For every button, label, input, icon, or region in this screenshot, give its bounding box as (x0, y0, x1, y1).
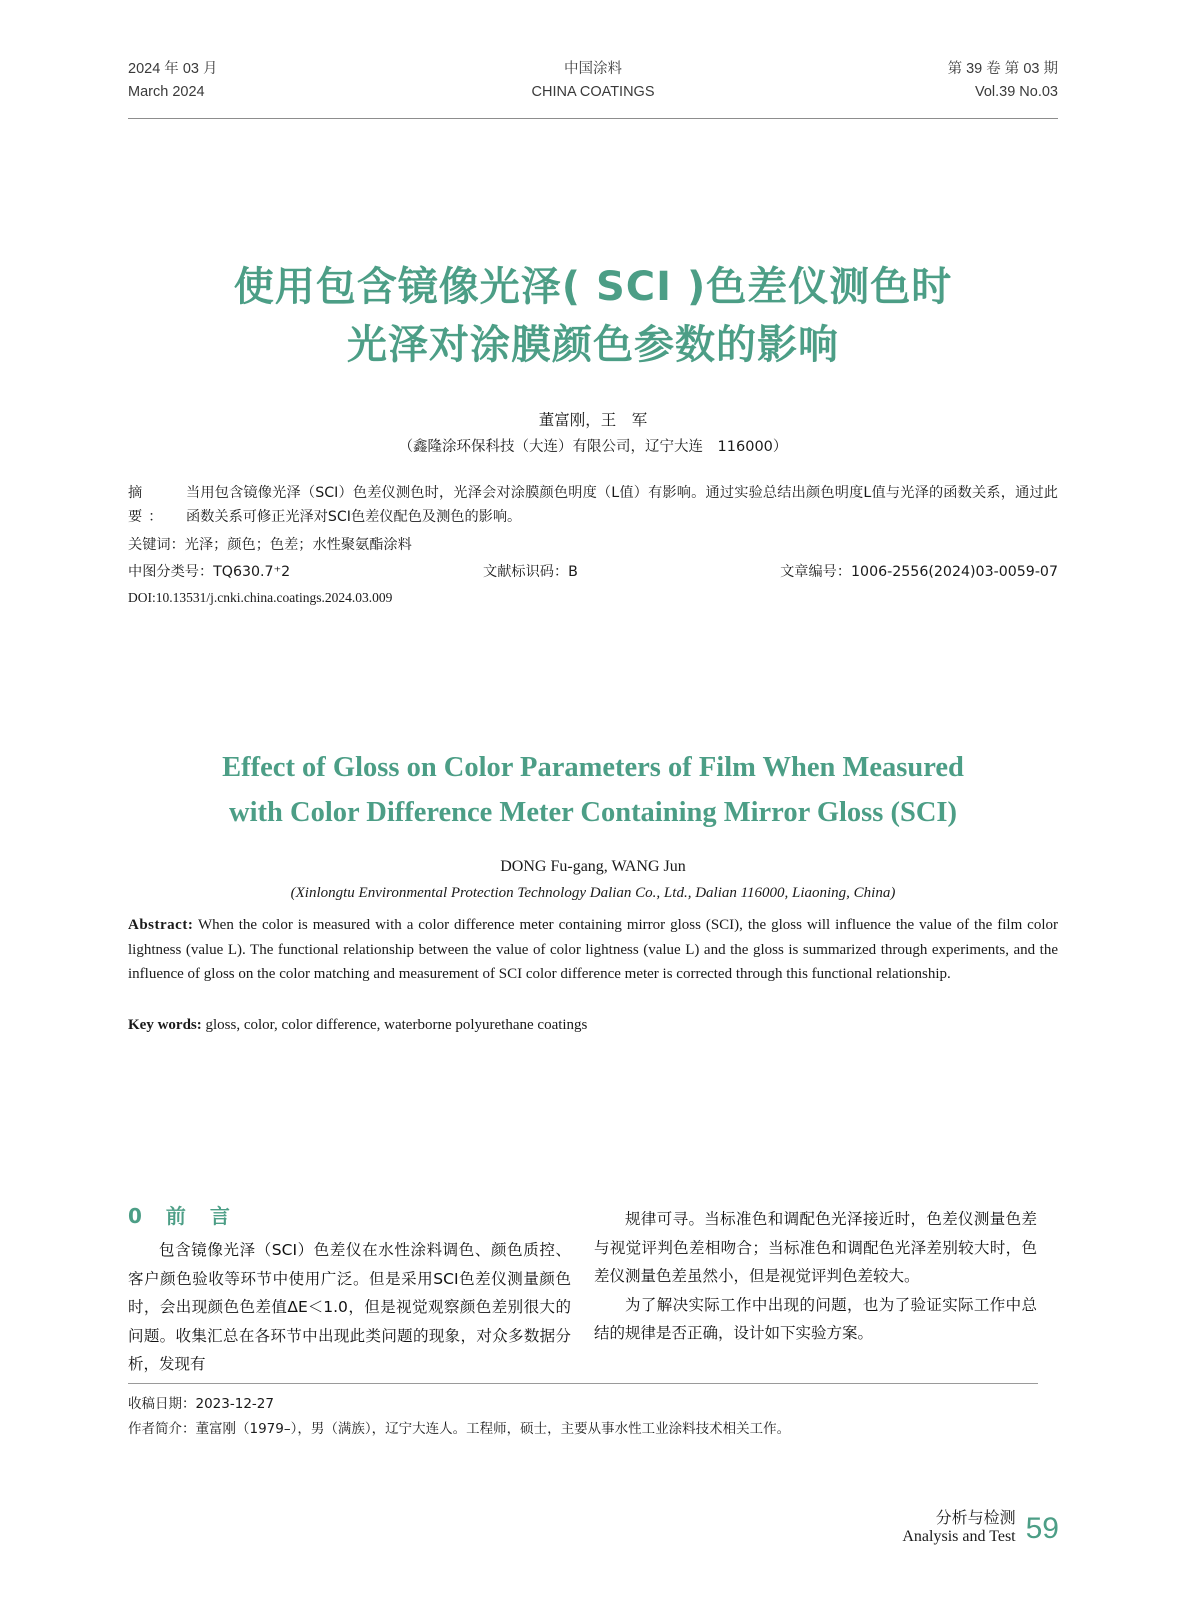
running-head-date-en: March 2024 (128, 84, 205, 100)
section-heading-intro: 0 前 言 (128, 1204, 232, 1228)
english-keywords-text: gloss, color, color difference, waterborne polyurethane coatings (205, 1017, 588, 1033)
english-keywords-label: Key words: (128, 1017, 202, 1033)
article-number: 文章编号：1006-2556(2024)03-0059-07 (780, 564, 1058, 580)
running-head-date-cn: 2024 年 03 月 (128, 61, 218, 77)
chinese-abstract (128, 481, 1058, 529)
journal-name-cn: 中国涂料 (564, 61, 622, 77)
footer-section-label-en: Analysis and Test (902, 1528, 1016, 1545)
footnote-block (128, 1392, 1058, 1442)
body-column-right (594, 1205, 1037, 1348)
english-authors: DONG Fu-gang, WANG Jun (500, 858, 686, 875)
running-head-divider (128, 118, 1058, 119)
footnote-divider (128, 1383, 1038, 1384)
running-head-volume-en: Vol.39 No.03 (974, 84, 1058, 100)
author-bio: 作者简介：董富刚（1979–），男（满族），辽宁大连人。工程师，硕士，主要从事水性工业涂料技术相关工作。 (128, 1421, 791, 1437)
body-column-left (128, 1236, 571, 1379)
page-footer (902, 1505, 1059, 1546)
english-keywords (128, 1013, 1058, 1037)
chinese-authors: 董富刚，王 军 (538, 411, 648, 429)
body-paragraph-left-1: 包含镜像光泽（SCI）色差仪在水性涂料调色、颜色质控、客户颜色验收等环节中使用广泛。但是采用SCI色差仪测量颜色时，会出现颜色色差值ΔE＜1.0，但是视觉观察颜色差别很大的问题。收集汇总在各环节中出现此类问题的现象，对众多数据分析，发现有 (128, 1241, 571, 1373)
body-paragraph-right-2: 为了解决实际工作中出现的问题，也为了验证实际工作中总结的规律是否正确，设计如下实验方案。 (594, 1295, 1037, 1342)
english-abstract-label: Abstract: (128, 917, 194, 933)
english-affiliation: (Xinlongtu Environmental Protection Technology Dalian Co., Ltd., Dalian 116000, Liaoning, China) (290, 885, 896, 901)
footer-section-label-cn: 分析与检测 (935, 1510, 1016, 1527)
running-head (128, 58, 1058, 114)
english-title-line2: with Color Difference Meter Containing Mirror Gloss (SCI) (229, 797, 957, 828)
document-code: 文献标识码：B (483, 564, 578, 580)
doi-text: DOI:10.13531/j.cnki.china.coatings.2024.03.009 (128, 590, 393, 605)
received-date: 收稿日期：2023-12-27 (128, 1396, 274, 1412)
running-head-volume-cn: 第 39 卷 第 03 期 (947, 61, 1058, 77)
chinese-affiliation: （鑫隆涂环保科技（大连）有限公司，辽宁大连 116000） (398, 439, 788, 455)
chinese-keywords: 关键词：光泽；颜色；色差；水性聚氨酯涂料 (128, 537, 412, 553)
journal-name-en: CHINA COATINGS (531, 84, 655, 100)
english-title-line1: Effect of Gloss on Color Parameters of Film When Measured (222, 752, 964, 783)
chinese-title (128, 258, 1058, 374)
chinese-abstract-label: 摘 要： (128, 485, 169, 525)
chinese-title-line2: 光泽对涂膜颜色参数的影响 (347, 322, 839, 368)
english-abstract-text: When the color is measured with a color difference meter containing mirror gloss (SCI), the gloss will influence the value of the film color lightness (value L). The functional relationship between the value of color lightness (value L) and the gloss is summarized through experiments, and the influence of gloss on the color matching and measurement of SCI color difference meter is corrected through this functional relationship. (128, 917, 1059, 982)
page-number: 59 (1025, 1512, 1059, 1545)
footer-section-label (902, 1505, 1015, 1546)
chinese-title-line1: 使用包含镜像光泽( SCI )色差仪测色时 (233, 264, 953, 310)
english-abstract (128, 913, 1058, 987)
chinese-abstract-text: 当用包含镜像光泽（SCI）色差仪测色时，光泽会对涂膜颜色明度（L值）有影响。通过实验总结出颜色明度L值与光泽的函数关系，通过此函数关系可修正光泽对SCI色差仪配色及测色的影响。 (186, 485, 1058, 525)
clc-number: 中图分类号：TQ630.7⁺2 (128, 564, 291, 580)
body-paragraph-right-1: 规律可寻。当标准色和调配色光泽接近时，色差仪测量色差与视觉评判色差相吻合；当标准色和调配色光泽差别较大时，色差仪测量色差虽然小，但是视觉评判色差较大。 (594, 1210, 1037, 1285)
english-title (128, 745, 1058, 835)
